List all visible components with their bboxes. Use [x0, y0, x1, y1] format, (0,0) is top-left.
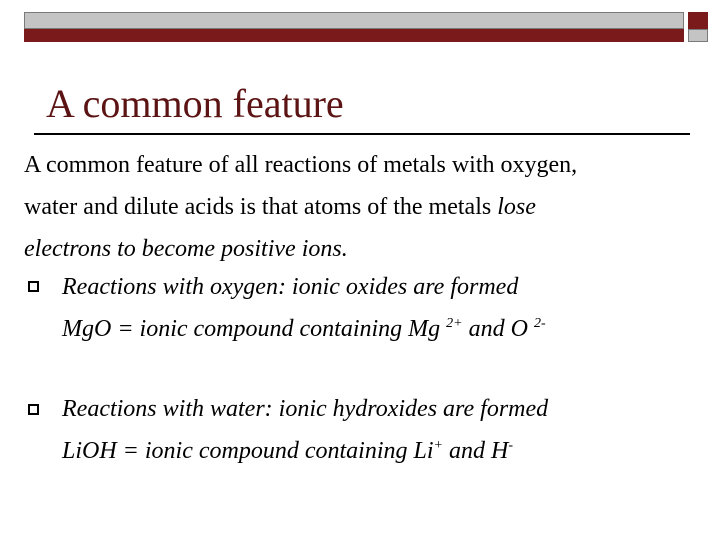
bullet-2-ion2-charge: - [508, 438, 513, 453]
bullet-2-heading: Reactions with water: ionic hydroxides are formed [62, 396, 549, 422]
corner-square-red [688, 12, 708, 29]
intro-line-2 [24, 189, 536, 225]
bullet-1-heading: Reactions with oxygen: ionic oxides are formed [62, 274, 519, 300]
bullet-2-ion1-charge: + [433, 438, 443, 453]
bullet-1-detail [62, 311, 546, 347]
bullet-2-detail-text: LiOH = ionic compound containing Li [62, 438, 434, 464]
slide-title: A common feature [46, 81, 344, 126]
title-divider [34, 133, 690, 135]
bullet-1-ion2-charge: 2- [533, 316, 546, 331]
bullet-1-detail-mid: and O [462, 316, 534, 342]
header-bar-gray [24, 12, 684, 29]
intro-line-3: electrons to become positive ions. [24, 236, 348, 262]
bullet-1-detail-text: MgO = ionic compound containing Mg [62, 316, 447, 342]
header-bar-red [24, 29, 684, 42]
corner-square-gray [688, 29, 708, 42]
bullet-1-ion1-charge: 2+ [446, 316, 463, 331]
bullet-square-icon [28, 404, 39, 415]
bullet-square-icon [28, 281, 39, 292]
intro-emphasis: lose [497, 194, 536, 220]
intro-line-2-text: water and dilute acids is that atoms of the metals [24, 194, 498, 220]
intro-line-1: A common feature of all reactions of metals with oxygen, [24, 152, 578, 178]
bullet-2-detail-mid: and H [442, 438, 509, 464]
bullet-2-detail [62, 433, 513, 469]
